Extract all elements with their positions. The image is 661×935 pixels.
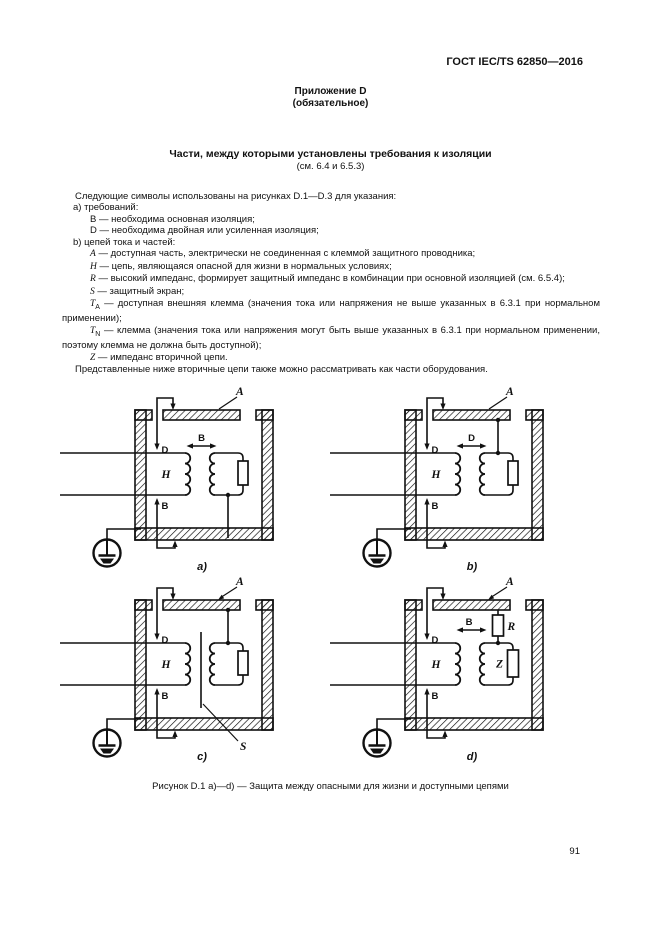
- label-winding-insulation: B: [198, 433, 205, 444]
- label-winding-insulation: B: [465, 617, 473, 628]
- junction-dot: [496, 418, 500, 422]
- transformer: [330, 643, 513, 685]
- enclosure: [405, 410, 543, 540]
- section-subtitle: (см. 6.4 и 6.5.3): [296, 160, 365, 172]
- earth-ground-icon: [94, 719, 142, 757]
- document-header: ГОСТ IEC/TS 62850—2016: [446, 56, 583, 68]
- symbol-h-text: — цепь, являющаяся опасной для жизни в нормальных условиях;: [96, 260, 392, 272]
- enclosure: [135, 600, 273, 730]
- load-resistor: [238, 651, 248, 675]
- diagram-sub-label: b): [466, 561, 478, 573]
- symbol-a-text: — доступная часть, электрически не соединенная с клеммой защитного проводника;: [95, 248, 476, 260]
- symbol-r: R: [90, 274, 96, 285]
- legend-item: [62, 325, 600, 352]
- diagram-sub-label: c): [197, 751, 207, 763]
- diagram-sub-label: a): [197, 561, 207, 573]
- legend-item: [62, 298, 600, 325]
- legend-closing: Представленные ниже вторичные цепи также можно рассматривать как части оборудования.: [75, 364, 488, 376]
- double-insulation-arrow: [154, 398, 175, 450]
- diagram-c: [60, 576, 273, 763]
- legend-item: [62, 273, 600, 285]
- symbol-h: H: [90, 261, 97, 272]
- label-hazardous-circuit: H: [161, 659, 171, 671]
- legend-group-a: a) требований:: [73, 202, 139, 214]
- load-resistor: [238, 461, 248, 485]
- earth-ground-icon: [94, 529, 142, 567]
- label-double-insulation: D: [431, 445, 439, 456]
- legend-item: [62, 352, 600, 364]
- junction-dot: [496, 451, 500, 455]
- accessible-part-leader: [219, 397, 237, 409]
- label-resistor-r: R: [507, 621, 516, 633]
- junction-dot: [226, 608, 230, 612]
- label-hazardous-circuit: H: [431, 659, 441, 671]
- symbol-d: D: [90, 225, 97, 237]
- diagram-a: [60, 386, 273, 573]
- symbol-tn-text: — клемма (значения тока или напряжения могут быть выше указанных в 6.3.1 при нормальном применении, поэтому клемма не должна быть доступной);: [62, 324, 600, 352]
- symbol-s-text: — защитный экран;: [94, 285, 185, 297]
- symbol-ta-text: — доступная внешняя клемма (значения тока или напряжения не выше указанных в 6.3.1 при нормальном применении);: [62, 298, 600, 325]
- legend-item: [62, 225, 600, 236]
- label-basic-insulation: B: [431, 501, 439, 512]
- symbol-b: B: [90, 213, 97, 225]
- transformer: [330, 453, 513, 495]
- double-insulation-arrow: [154, 588, 175, 640]
- symbol-tn: $T_N$: [90, 325, 101, 338]
- symbol-s: S: [90, 286, 95, 297]
- diagram-sub-label: d): [466, 751, 478, 763]
- figure-d1: [0, 378, 661, 768]
- legend-item: [62, 214, 600, 225]
- winding-insulation-arrow: [457, 443, 487, 448]
- label-basic-insulation: B: [161, 691, 169, 702]
- label-hazardous-circuit: H: [161, 469, 171, 481]
- legend-item: [62, 248, 600, 260]
- label-winding-insulation: D: [468, 433, 475, 444]
- winding-insulation-arrow: [187, 443, 217, 448]
- secondary-impedance-z: [508, 650, 519, 677]
- double-insulation-arrow: [424, 588, 445, 640]
- enclosure: [135, 410, 273, 540]
- symbol-z-text: — импеданс вторичной цепи.: [95, 351, 228, 363]
- transformer: [60, 643, 243, 685]
- accessible-part-leader: [489, 397, 507, 409]
- section-title: Части, между которыми установлены требования к изоляции: [169, 148, 492, 160]
- load-resistor: [508, 461, 518, 485]
- page-number: 91: [569, 846, 580, 857]
- symbol-d-text: — необходима двойная или усиленная изоляция;: [96, 225, 319, 237]
- label-accessible-part: A: [506, 386, 514, 398]
- legend-intro: Следующие символы использованы на рисунках D.1—D.3 для указания:: [75, 191, 397, 202]
- symbol-a: A: [90, 249, 96, 260]
- label-double-insulation: D: [161, 445, 169, 456]
- annex-title: Приложение D: [294, 86, 367, 97]
- section-heading: [0, 149, 661, 172]
- figure-caption: Рисунок D.1 a)—d) — Защита между опасными для жизни и доступными цепями: [152, 780, 509, 792]
- symbol-b-text: — необходима основная изоляция;: [96, 213, 255, 225]
- label-basic-insulation: B: [431, 691, 439, 702]
- transformer: [60, 453, 243, 495]
- annex-heading: [0, 86, 661, 109]
- double-insulation-arrow: [424, 398, 445, 450]
- label-double-insulation: D: [161, 635, 169, 646]
- legend-group-b: b) цепей тока и частей:: [73, 236, 176, 248]
- protective-impedance-r: [493, 615, 504, 636]
- label-accessible-part: A: [506, 576, 514, 588]
- junction-dot: [226, 493, 230, 497]
- label-basic-insulation: B: [161, 501, 169, 512]
- symbol-r-text: — высокий импеданс, формирует защитный импеданс в комбинации при основной изоляцией (см. 6.5.4);: [95, 273, 565, 285]
- winding-insulation-arrow: [457, 627, 487, 632]
- enclosure: [405, 600, 543, 730]
- label-hazardous-circuit: H: [431, 469, 441, 481]
- symbol-ta: $T_A$: [90, 299, 100, 311]
- junction-dot: [496, 641, 500, 645]
- diagram-d: [330, 576, 543, 763]
- label-accessible-part: A: [236, 386, 244, 398]
- symbol-z: Z: [90, 352, 96, 363]
- label-screen: S: [240, 741, 247, 753]
- label-double-insulation: D: [431, 635, 439, 646]
- diagram-b: [330, 386, 543, 573]
- annex-subtitle: (обязательное): [292, 97, 369, 109]
- symbol-legend: [62, 191, 600, 376]
- legend-item: [62, 261, 600, 273]
- label-accessible-part: A: [236, 576, 244, 588]
- earth-ground-icon: [364, 529, 412, 567]
- earth-ground-icon: [364, 719, 412, 757]
- legend-item: [62, 286, 600, 298]
- junction-dot: [226, 641, 230, 645]
- label-impedance-z: Z: [495, 658, 503, 671]
